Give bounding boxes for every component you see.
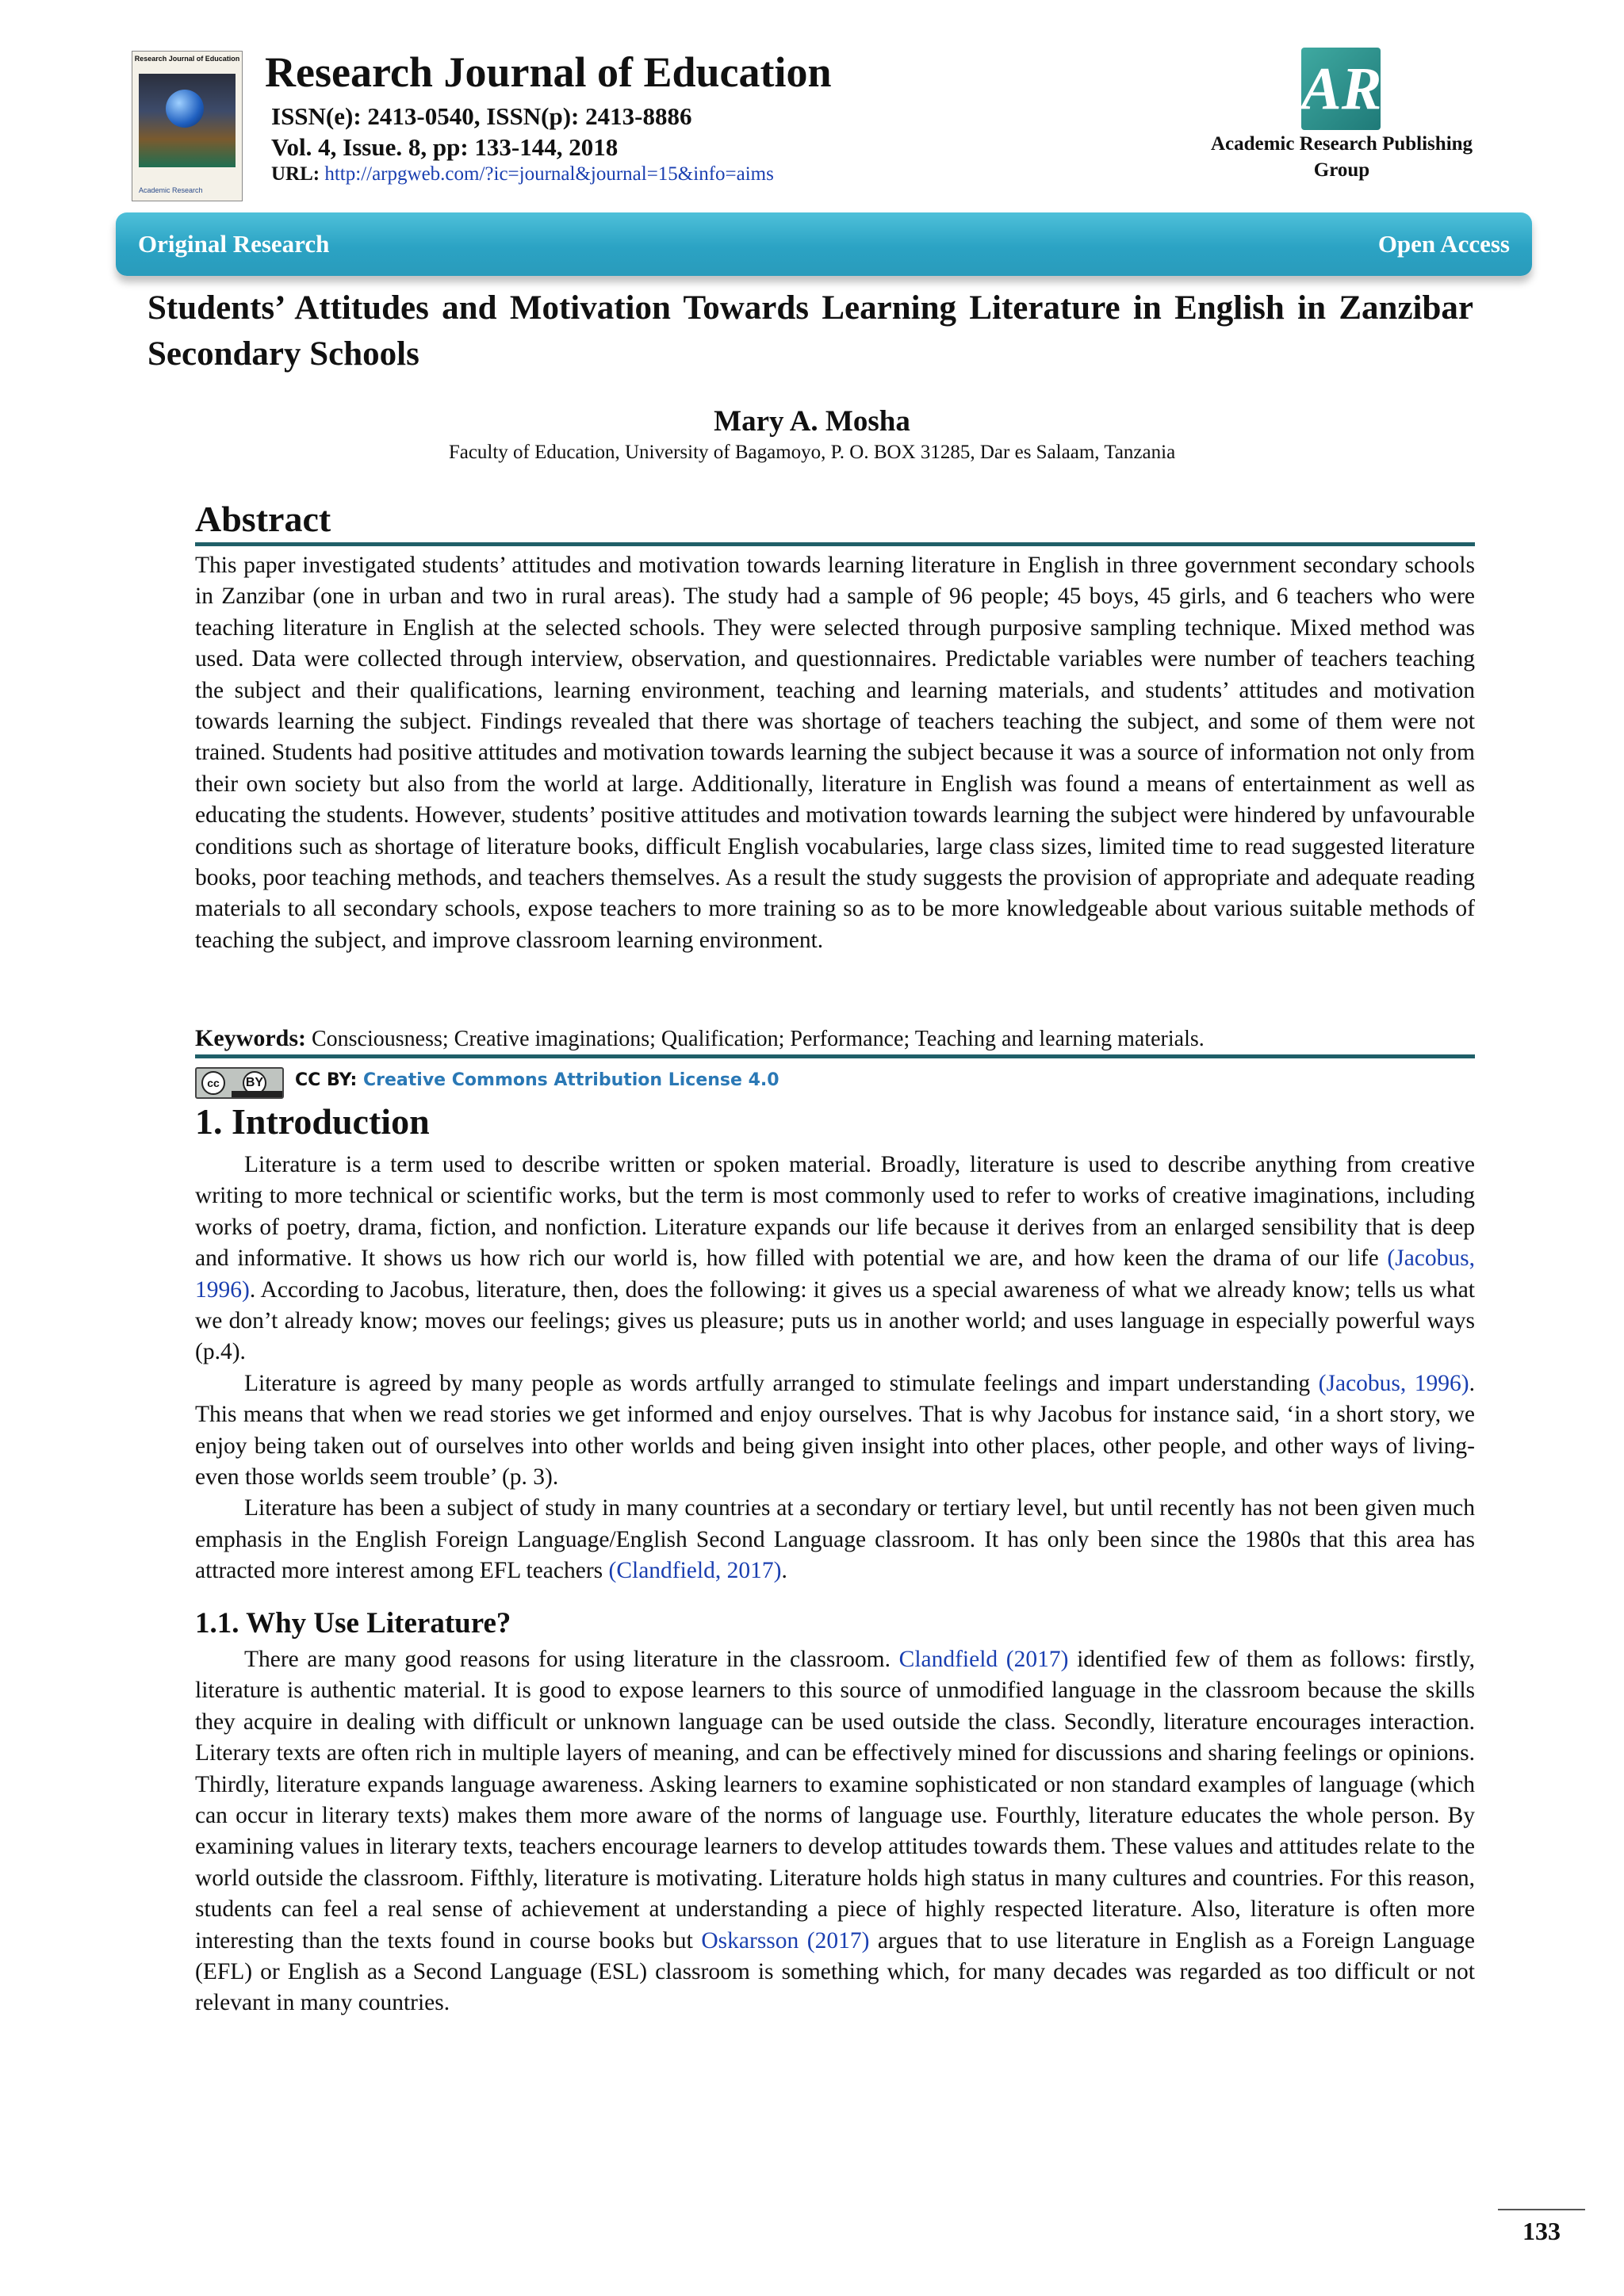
citation-link[interactable]: Oskarsson (2017) [701, 1927, 870, 1954]
paper-title: Students’ Attitudes and Motivation Towards Learning Literature in English in Zanzibar Secondary Schools [147, 289, 1473, 373]
publisher-logo-icon: AR [1301, 48, 1381, 130]
why-use-literature-body [195, 1644, 1475, 2019]
publisher-name-line2: Group [1313, 159, 1370, 181]
article-type-banner [116, 212, 1532, 276]
cover-footer: Academic Research [139, 186, 203, 194]
license-link[interactable]: Creative Commons Attribution License 4.0 [363, 1070, 779, 1090]
attribution-icon: BY [243, 1071, 266, 1095]
citation-link[interactable]: (Clandfield, 2017) [608, 1558, 782, 1584]
cover-title: Research Journal of Education [134, 55, 240, 63]
citation-link[interactable]: (Jacobus, 1996) [195, 1246, 1475, 1303]
intro-paragraph-1 [195, 1150, 1475, 1368]
citation-link[interactable]: Clandfield (2017) [898, 1647, 1069, 1672]
journal-url-link[interactable]: http://arpgweb.com/?ic=journal&journal=15&info=aims [324, 163, 774, 185]
keywords-list: Consciousness; Creative imaginations; Qualification; Performance; Teaching and learning materials. [311, 1027, 1205, 1051]
intro-p3-text-b: . [781, 1558, 787, 1584]
journal-cover-image [132, 51, 243, 201]
author-name: Mary A. Mosha [714, 405, 910, 438]
original-research-label: Original Research [138, 230, 330, 258]
intro-p3-text-a: Literature has been a subject of study in many countries at a secondary or tertiary level, but until recently has not been given much emphasis in the English Foreign Language/English Second Language classroom. It has only been since the 1980s that this area has attracted more interest among EFL teachers [195, 1495, 1475, 1584]
publisher-name [1189, 132, 1494, 183]
intro-p2-text-a: Literature is agreed by many people as words artfully arranged to stimulate feelings and impart understanding [244, 1370, 1319, 1396]
cc-icon: cc [201, 1071, 225, 1095]
why-p1-text-c: argues that to use literature in English as a Foreign Language (EFL) or English as a Second Language (ESL) classroom is something which, for many decades was regarded as too difficult or not relevant in many countries. [195, 1927, 1475, 2016]
abstract-text: This paper investigated students’ attitudes and motivation towards learning literature in English in three government secondary schools in Zanzibar (one in urban and two in rural areas). The study had a sample of 96 people; 45 boys, 45 girls, and 6 teachers who were teaching literature in English at the selected schools. They were selected through purposive sampling technique. Mixed method was used. Data were collected through interview, observation, and questionnaires. Predictable variables were number of teachers teaching the subject and their qualifications, learning environment, teaching and learning materials, and students’ attitudes and motivation towards learning the subject. Findings revealed that there was shortage of teachers teaching the subject, and some of them were not trained. Students had positive attitudes and motivation towards learning the subject because it was a source of information not only from their own society but also from the world at large. Additionally, literature in English was found a means of entertainment as well as educating the students. However, students’ positive attitudes and motivation towards learning the subject were hindered by unfavourable conditions such as shortage of literature books, difficult English vocabularies, large class sizes, limited time to read suggested literature books, poor teaching methods, and teachers themselves. As a result the study suggests the provision of appropriate and adequate reading materials to all secondary schools, expose teachers to more training so as to be more knowledgeable about various suitable methods of teaching the subject, and improve classroom learning environment. [195, 553, 1475, 953]
keywords-label: Keywords: [195, 1025, 306, 1051]
introduction-heading: 1. Introduction [195, 1101, 430, 1142]
globe-icon [166, 90, 204, 128]
publisher-name-line1: Academic Research Publishing [1210, 133, 1473, 155]
page-number: 133 [1522, 2217, 1561, 2245]
why-paragraph-1 [195, 1644, 1475, 2019]
abstract-heading: Abstract [195, 499, 331, 539]
url-line [271, 163, 774, 186]
license-prefix: CC BY: [295, 1070, 358, 1090]
citation-link[interactable]: (Jacobus, 1996) [1318, 1370, 1469, 1396]
journal-title: Research Journal of Education [265, 48, 832, 96]
issn-line: ISSN(e): 2413-0540, ISSN(p): 2413-8886 [271, 102, 692, 130]
intro-paragraph-2 [195, 1368, 1475, 1494]
intro-p1-text-a: Literature is a term used to describe written or spoken material. Broadly, literature is used to describe anything from creative writing to more technical or scientific works, but the term is most commonly used to refer to works of creative imaginations, including works of poetry, drama, fiction, and nonfiction. Literature expands our life because it derives from an enlarged sensibility that is deep and informative. It shows us how rich our world is, how filled with potential we are, and how keen the drama of our life [195, 1152, 1475, 1272]
abstract-bottom-rule [195, 1054, 1475, 1058]
open-access-label: Open Access [1377, 230, 1510, 258]
why-p1-text-a: There are many good reasons for using literature in the classroom. [244, 1647, 899, 1672]
creative-commons-badge-icon[interactable] [195, 1067, 284, 1099]
intro-p2-text-b: . This means that when we read stories we get informed and enjoy ourselves. That is why Jacobus for instance said, ‘in a short story, we enjoy being taken out of ourselves into other worlds and being given insight into other places, other people, and other ways of living-even those worlds seem trouble’ (p. 3). [195, 1370, 1475, 1490]
abstract-top-rule [195, 542, 1475, 546]
intro-paragraph-3 [195, 1493, 1475, 1586]
badge-bar [232, 1091, 282, 1097]
why-use-literature-heading: 1.1. Why Use Literature? [195, 1607, 511, 1640]
volume-line: Vol. 4, Issue. 8, pp: 133-144, 2018 [271, 133, 619, 161]
license-line [295, 1070, 779, 1090]
why-p1-text-b: identified few of them as follows: firstly, literature is authentic material. It is good to expose learners to this source of unmodified language in the classroom because the skills they acquire in dealing with difficult or unknown language can be used outside the class. Secondly, literature encourages interaction. Literary texts are often rich in multiple layers of meaning, and can be effectively mined for discussions and sharing feelings or opinions. Thirdly, literature expands language awareness. Asking learners to examine sophisticated or non standard examples of language (which can occur in literary texts) makes them more aware of the norms of language use. Fourthly, literature educates the whole person. By examining values in literary texts, teachers encourage learners to develop attitudes towards them. These values and attitudes relate to the world outside the classroom. Fifthly, literature is motivating. Literature holds high status in many cultures and countries. For this reason, students can feel a real sense of achievement at understanding a piece of highly respected literature. Also, literature is often more interesting than the texts found in course books but [195, 1647, 1475, 1954]
page-number-rule [1498, 2209, 1585, 2210]
author-affiliation: Faculty of Education, University of Bagamoyo, P. O. BOX 31285, Dar es Salaam, Tanzania [448, 442, 1176, 463]
keywords-line [195, 1024, 1475, 1054]
introduction-body [195, 1150, 1475, 1587]
url-label: URL: [271, 163, 320, 185]
intro-p1-text-b: . According to Jacobus, literature, then, does the following: it gives us a special awareness of what we already know; tells us what we don’t already know; moves our feelings; gives us pleasure; puts us in another world; and uses language in especially powerful ways (p.4). [195, 1276, 1475, 1365]
